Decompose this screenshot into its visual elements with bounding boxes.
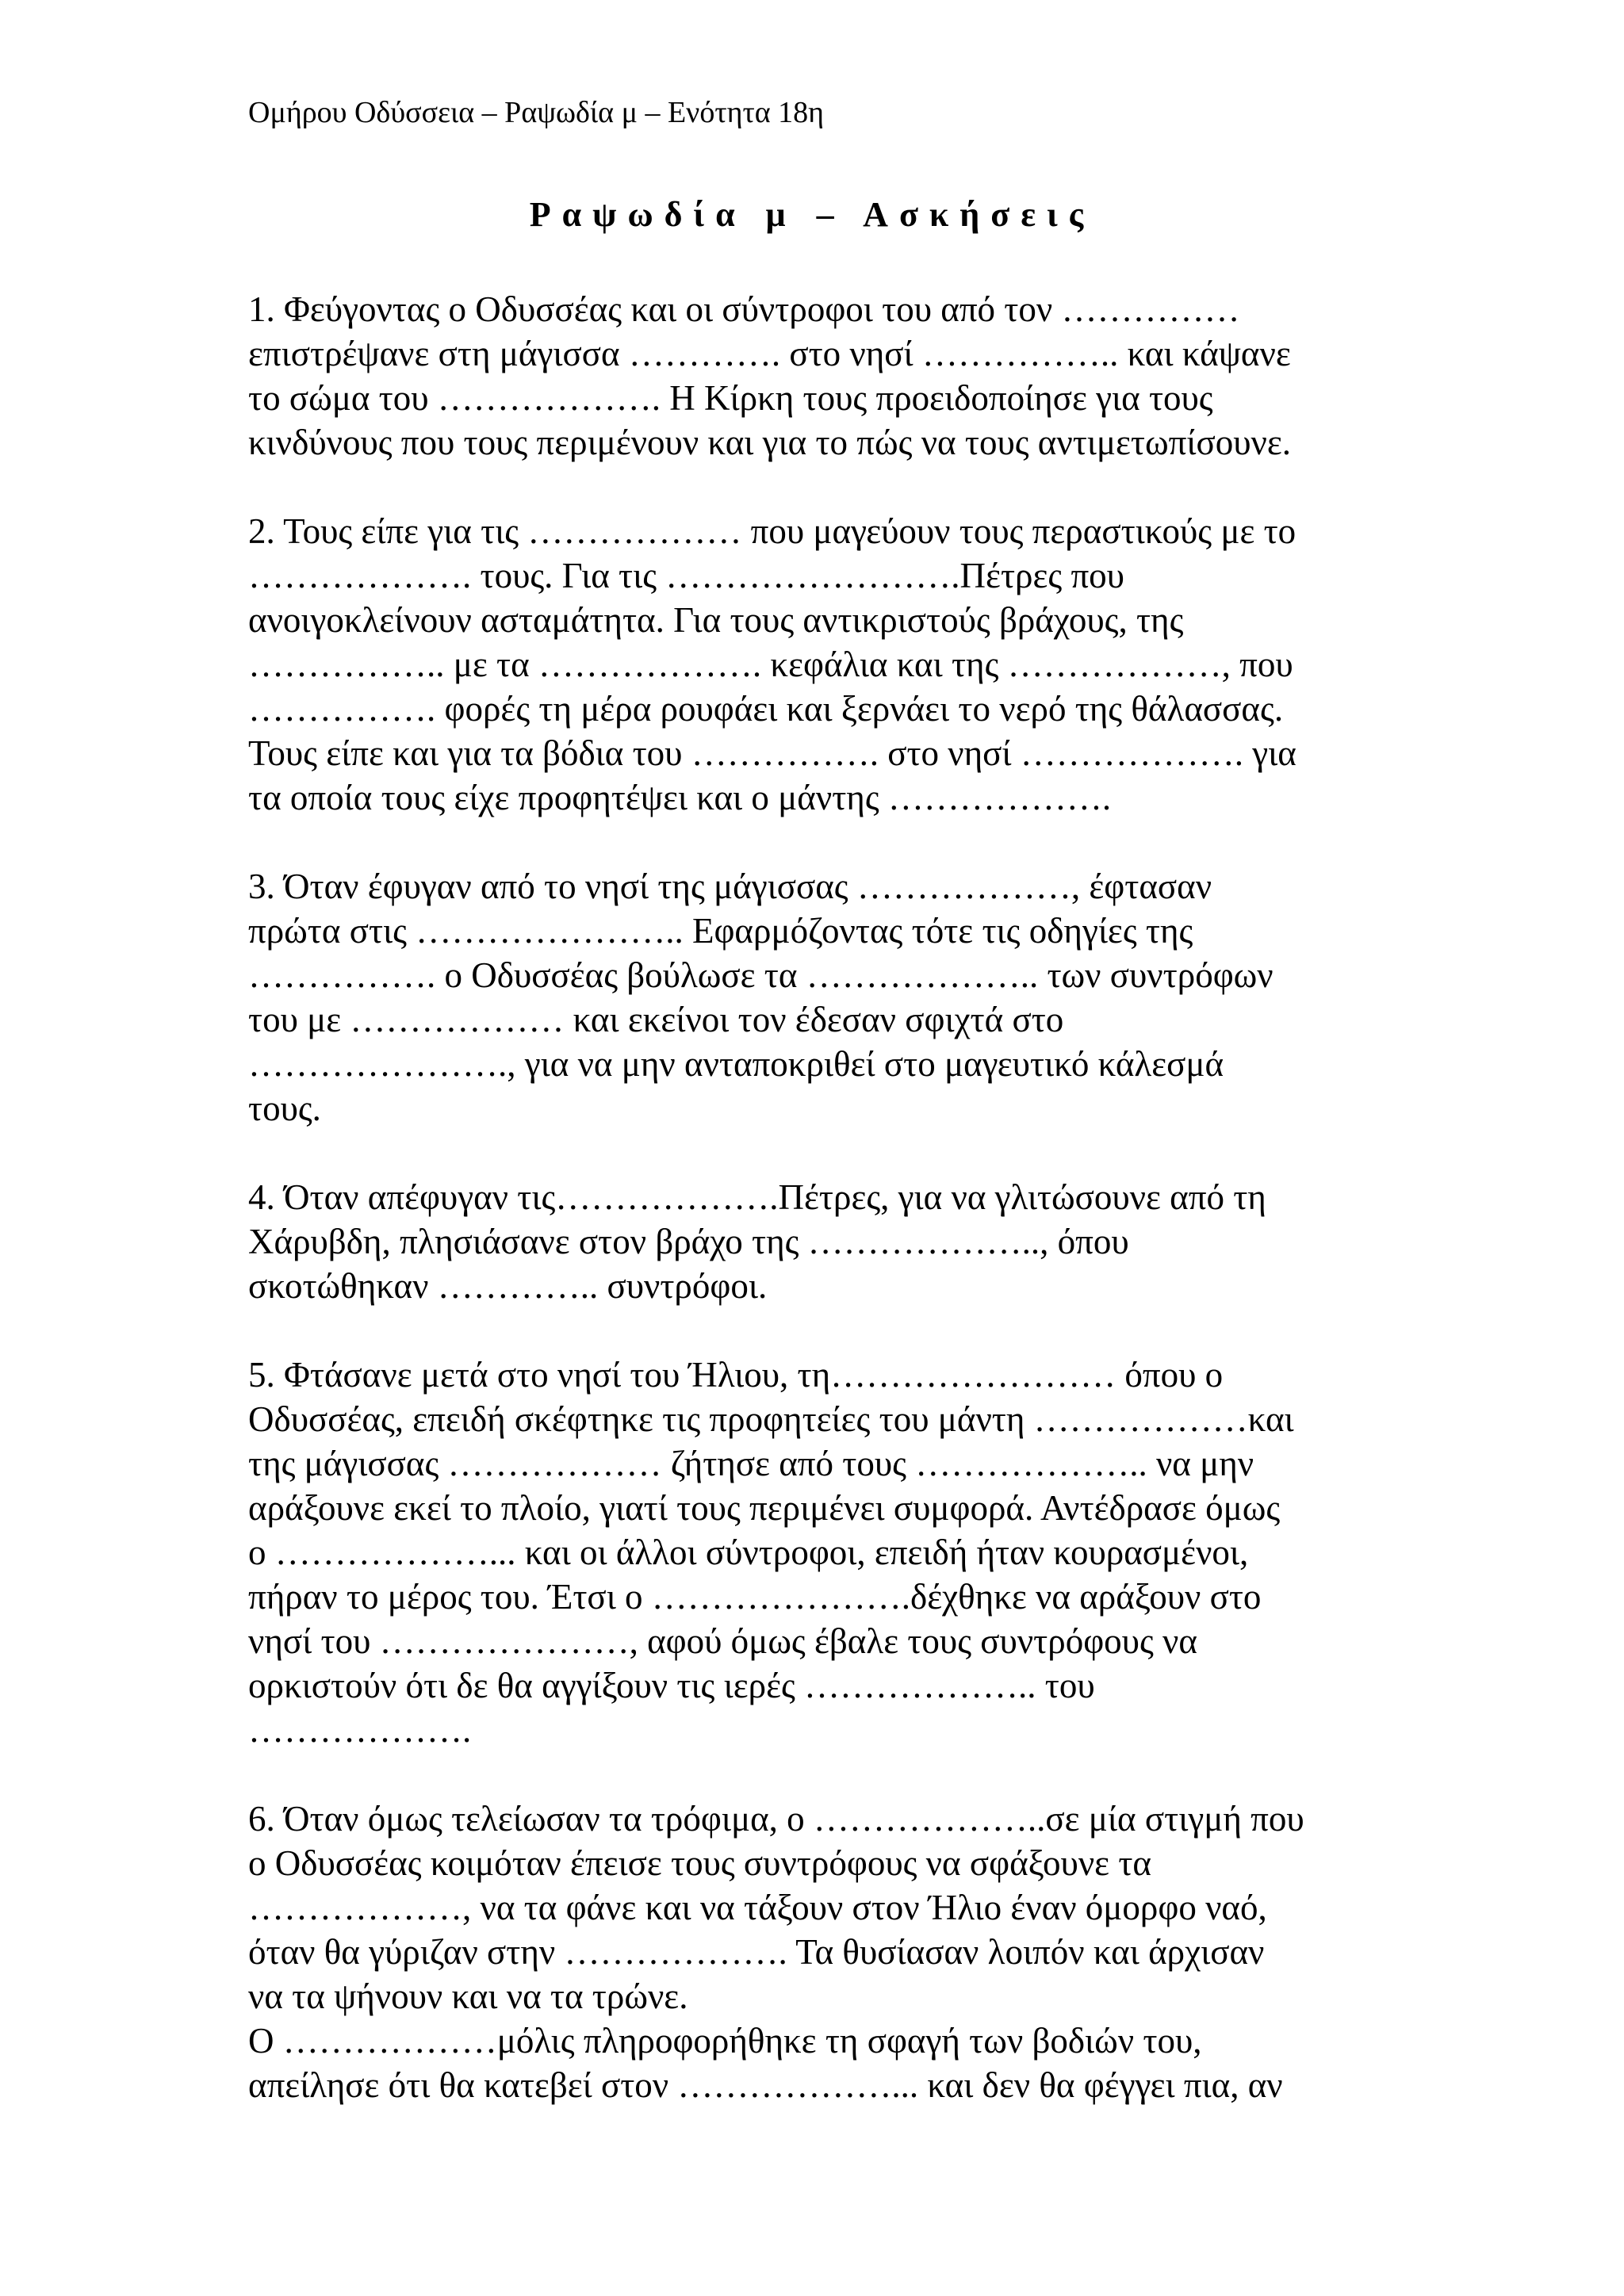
text-line: 6. Όταν όμως τελείωσαν τα τρόφιμα, ο ………………..σε μία στιγμή που: [248, 1799, 1304, 1839]
text-line: …………….. με τα ………………. κεφάλια και της ………………, που: [248, 645, 1293, 684]
exercise-4: [248, 1175, 1406, 1308]
text-line: 1. Φεύγοντας ο Οδυσσέας και οι σύντροφοι του από τον ……………: [248, 289, 1240, 329]
text-line: Τους είπε και για τα βόδια του ……………. στο νησί ………………. για: [248, 733, 1297, 773]
text-line: ορκιστούν ότι δε θα αγγίξουν τις ιερές ……………….. του: [248, 1666, 1095, 1705]
text-line: ο Οδυσσέας κοιμόταν έπεισε τους συντρόφους να σφάξουνε τα: [248, 1843, 1151, 1883]
text-line: ……………….: [248, 1710, 472, 1750]
text-line: ………………, να τα φάνε και να τάξουν στον Ήλιο έναν όμορφο ναό,: [248, 1888, 1267, 1927]
text-line: ………………. τους. Για τις …………………….Πέτρες που: [248, 556, 1124, 595]
text-line: Ο ………………μόλις πληροφορήθηκε τη σφαγή των βοδιών του,: [248, 2021, 1202, 2061]
text-line: ανοιγοκλείνουν ασταμάτητα. Για τους αντικριστούς βράχους, της: [248, 600, 1184, 640]
exercise-list: [248, 287, 1406, 2152]
text-line: της μάγισσας ……………… ζήτησε από τους ……………….. να μην: [248, 1444, 1254, 1483]
text-line: να τα ψήνουν και να τα τρώνε.: [248, 1976, 688, 2016]
text-line: Χάρυβδη, πλησιάσανε στον βράχο της ……………….., όπου: [248, 1222, 1129, 1261]
exercise-6: [248, 1797, 1406, 2107]
text-line: ……………. φορές τη μέρα ρουφάει και ξερνάει το νερό της θάλασσας.: [248, 689, 1284, 729]
text-line: 5. Φτάσανε μετά στο νησί του Ήλιου, τη…………………… όπου ο: [248, 1355, 1224, 1395]
text-line: 3. Όταν έφυγαν από το νησί της μάγισσας ………………, έφτασαν: [248, 867, 1212, 906]
text-line: του με ……………… και εκείνοι τον έδεσαν σφιχτά στο: [248, 1000, 1064, 1039]
text-line: 4. Όταν απέφυγαν τις……………….Πέτρες, για να γλιτώσουνε από τη: [248, 1177, 1266, 1217]
text-line: ……………. ο Οδυσσέας βούλωσε τα ……………….. των συντρόφων: [248, 955, 1274, 995]
page-title: Ραψωδία μ – Ασκήσεις: [529, 195, 1095, 234]
text-line: νησί του …………………, αφού όμως έβαλε τους συντρόφους να: [248, 1621, 1197, 1661]
text-line: πρώτα στις ………………….. Εφαρμόζοντας τότε τις οδηγίες της: [248, 911, 1193, 951]
text-line: το σώμα του ………………. Η Κίρκη τους προειδοποίησε για τους: [248, 378, 1213, 418]
exercise-5: [248, 1353, 1406, 1752]
text-line: …………………., για να μην ανταποκριθεί στο μαγευτικό κάλεσμά: [248, 1044, 1224, 1084]
text-line: επιστρέψανε στη μάγισσα …………. στο νησί …………….. και κάψανε: [248, 334, 1291, 373]
text-line: απείλησε ότι θα κατεβεί στον ………………... και δεν θα φέγγει πια, αν: [248, 2065, 1283, 2105]
text-line: αράξουνε εκεί το πλοίο, γιατί τους περιμένει συμφορά. Αντέδρασε όμως: [248, 1488, 1281, 1528]
exercise-2: [248, 509, 1406, 820]
exercise-1: [248, 287, 1406, 465]
running-header: Ομήρου Οδύσσεια – Ραψωδία μ – Ενότητα 18η: [248, 96, 825, 129]
text-line: όταν θα γύριζαν στην ………………. Τα θυσίασαν λοιπόν και άρχισαν: [248, 1932, 1265, 1972]
text-line: τους.: [248, 1089, 321, 1128]
text-line: πήραν το μέρος του. Έτσι ο ………………….δέχθηκε να αράξουν στο: [248, 1577, 1262, 1617]
text-line: τα οποία τους είχε προφητέψει και ο μάντης ……………….: [248, 778, 1112, 817]
text-line: Οδυσσέας, επειδή σκέφτηκε τις προφητείες του μάντη ………………και: [248, 1399, 1294, 1439]
exercise-3: [248, 864, 1406, 1131]
text-line: 2. Τους είπε για τις ……………… που μαγεύουν τους περαστικούς με το: [248, 511, 1297, 551]
text-line: ο ………………... και οι άλλοι σύντροφοι, επειδή ήταν κουρασμένοι,: [248, 1533, 1249, 1572]
text-line: σκοτώθηκαν ………….. συντρόφοι.: [248, 1266, 768, 1306]
text-line: κινδύνους που τους περιμένουν και για το πώς να τους αντιμετωπίσουνε.: [248, 423, 1291, 462]
